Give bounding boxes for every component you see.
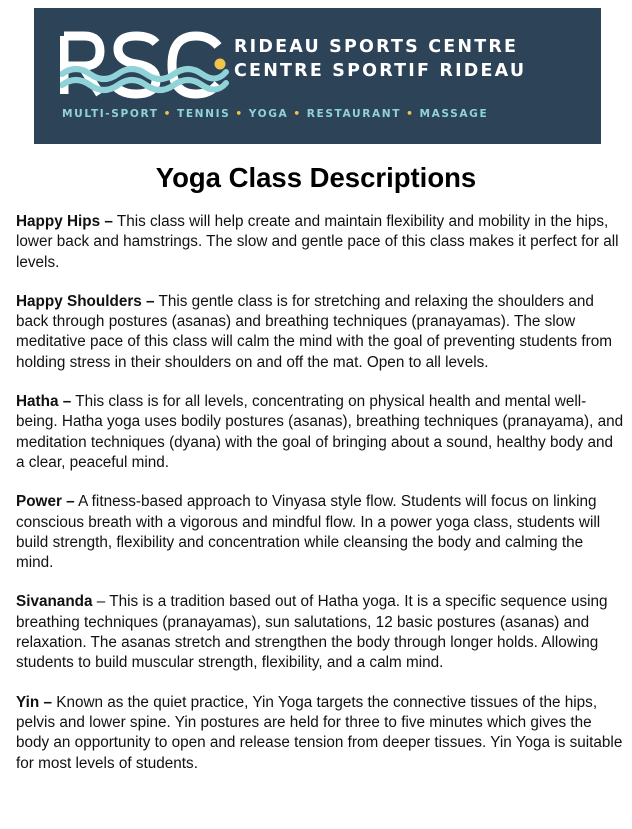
class-list xyxy=(16,212,624,774)
class-description: This class is for all levels, concentrating on physical health and mental well-being. Hatha yoga uses bodily postures (asanas), breathing techniques (pranayama), and meditation techniques (dyana) with the goal of bringing about a sound, healthy body and a clear, peaceful mind. xyxy=(16,393,624,471)
class-name: Happy Shoulders – xyxy=(16,292,155,310)
class-happy-hips xyxy=(16,212,624,273)
class-sivananda xyxy=(16,592,624,673)
class-description: – This is a tradition based out of Hatha yoga. It is a specific sequence using breathing techniques (pranayamas), sun salutations, 12 basic postures (asanas) and relaxation. The asanas stretch and strengthen the body through longer holds. Allowing students to build muscular strength, flexibility, and a calm mind. xyxy=(16,593,608,672)
org-name-fr: CENTRE SPORTIF RIDEAU xyxy=(234,61,527,81)
separator-dot: • xyxy=(235,108,244,120)
service-tennis: TENNIS xyxy=(177,108,231,120)
class-description: Known as the quiet practice, Yin Yoga targets the connective tissues of the hips, pelvis and lower spine. Yin postures are held for three to five minutes which gives the body an opportunity to open and release tension from deeper tissues. Yin Yoga is suitable for most levels of students. xyxy=(16,693,623,772)
class-hatha xyxy=(16,392,624,473)
separator-dot: • xyxy=(163,108,172,120)
service-massage: MASSAGE xyxy=(419,108,489,120)
class-description: A fitness-based approach to Vinyasa style flow. Students will focus on linking conscious breath with a vigorous and mindful flow. In a power yoga class, students will build strength, flexibility and concentration while cleansing the body and calming the mind. xyxy=(16,493,601,572)
page-title: Yoga Class Descriptions xyxy=(155,162,477,193)
class-yin xyxy=(16,693,624,774)
separator-dot: • xyxy=(406,108,415,120)
class-name: Hatha – xyxy=(16,393,72,411)
class-description: This gentle class is for stretching and relaxing the shoulders and back through postures (asanas) and breathing techniques (pranayamas). The slow meditative pace of this class will calm the mind with the goal of preventing students from holding stress in their shoulders on and off the mat. Open to all levels. xyxy=(16,292,613,371)
services-line xyxy=(62,108,488,120)
class-power xyxy=(16,492,624,573)
service-yoga: YOGA xyxy=(248,108,289,120)
header-banner xyxy=(34,8,601,144)
separator-dot: • xyxy=(293,108,302,120)
class-name: Yin – xyxy=(16,693,52,711)
class-happy-shoulders xyxy=(16,292,624,373)
service-multisport: MULTI-SPORT xyxy=(62,108,159,120)
org-name-en: RIDEAU SPORTS CENTRE xyxy=(234,37,519,57)
service-restaurant: RESTAURANT xyxy=(306,108,402,120)
rsc-logo xyxy=(60,30,230,100)
class-name: Power – xyxy=(16,493,75,511)
class-name: Happy Hips – xyxy=(16,213,113,230)
class-name: Sivananda xyxy=(16,593,93,611)
class-description: This class will help create and maintain flexibility and mobility in the hips, lower back and hamstrings. The slow and gentle pace of this class makes it perfect for all levels. xyxy=(16,213,619,271)
